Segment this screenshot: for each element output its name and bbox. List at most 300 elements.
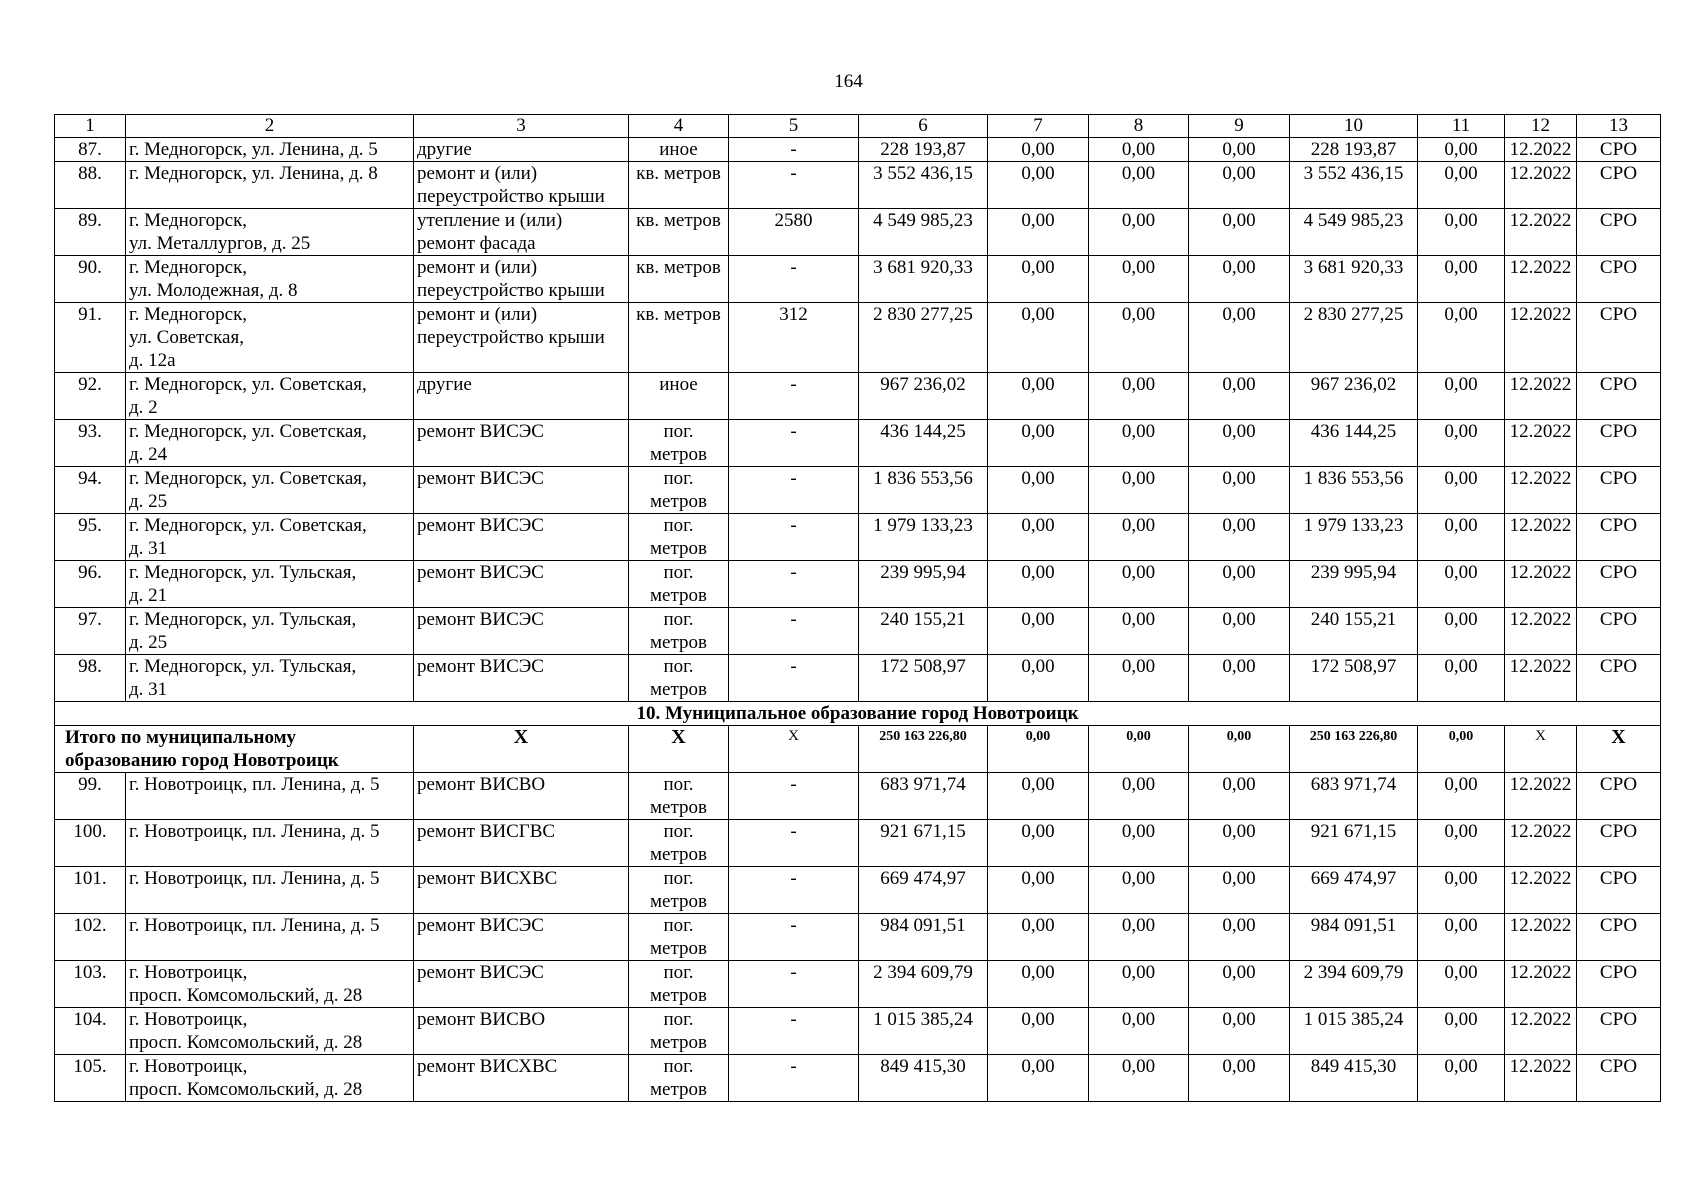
other-funds-cell: 0,00 xyxy=(1418,373,1505,420)
regional-funds-cell: 0,00 xyxy=(1089,608,1189,655)
deadline-cell: 12.2022 xyxy=(1505,608,1577,655)
regional-funds-cell: 0,00 xyxy=(1089,773,1189,820)
deadline-cell: 12.2022 xyxy=(1505,914,1577,961)
address-cell xyxy=(126,773,414,820)
local-funds-cell: 0,00 xyxy=(1189,256,1290,303)
total-regional: 0,00 xyxy=(1089,726,1189,773)
work-type-cell xyxy=(414,655,629,702)
regional-funds-cell: 0,00 xyxy=(1089,961,1189,1008)
unit-cell-line: пог. xyxy=(663,915,694,936)
table-row xyxy=(55,655,1661,702)
row-number: 93. xyxy=(55,420,126,467)
table-row xyxy=(55,561,1661,608)
other-funds-cell: 0,00 xyxy=(1418,820,1505,867)
address-cell-line: просп. Комсомольский, д. 28 xyxy=(129,1079,363,1100)
work-type-cell-line: ремонт ВИСВО xyxy=(417,774,546,795)
local-funds-cell: 0,00 xyxy=(1189,373,1290,420)
federal-funds-cell: 0,00 xyxy=(988,608,1089,655)
owner-funds-cell: 228 193,87 xyxy=(1290,138,1418,162)
quantity-cell: - xyxy=(729,961,859,1008)
total-federal: 0,00 xyxy=(988,726,1089,773)
contractor-method-cell: СРО xyxy=(1577,303,1661,373)
total-cost-cell: 1 015 385,24 xyxy=(859,1008,988,1055)
unit-cell xyxy=(629,162,729,209)
unit-cell xyxy=(629,373,729,420)
other-funds-cell: 0,00 xyxy=(1418,1008,1505,1055)
address-cell-line: г. Медногорск, xyxy=(129,257,248,278)
address-cell-line: г. Новотроицк, xyxy=(129,1056,248,1077)
contractor-method-cell: СРО xyxy=(1577,514,1661,561)
deadline-cell: 12.2022 xyxy=(1505,961,1577,1008)
row-number: 97. xyxy=(55,608,126,655)
work-type-cell-line: переустройство крыши xyxy=(417,327,605,348)
federal-funds-cell: 0,00 xyxy=(988,162,1089,209)
table-row xyxy=(55,773,1661,820)
local-funds-cell: 0,00 xyxy=(1189,561,1290,608)
table-row xyxy=(55,138,1661,162)
other-funds-cell: 0,00 xyxy=(1418,655,1505,702)
table-row xyxy=(55,303,1661,373)
local-funds-cell: 0,00 xyxy=(1189,303,1290,373)
other-funds-cell: 0,00 xyxy=(1418,256,1505,303)
owner-funds-cell: 2 394 609,79 xyxy=(1290,961,1418,1008)
owner-funds-cell: 669 474,97 xyxy=(1290,867,1418,914)
quantity-cell: - xyxy=(729,1008,859,1055)
total-cost: 250 163 226,80 xyxy=(859,726,988,773)
regional-funds-cell: 0,00 xyxy=(1089,867,1189,914)
contractor-method-cell: СРО xyxy=(1577,1055,1661,1102)
local-funds-cell: 0,00 xyxy=(1189,867,1290,914)
address-cell-line: г. Новотроицк, xyxy=(129,962,248,983)
regional-funds-cell: 0,00 xyxy=(1089,1055,1189,1102)
work-type-cell-line: ремонт ВИСЭС xyxy=(417,468,544,489)
work-type-cell-line: переустройство крыши xyxy=(417,186,605,207)
total-cost-cell: 172 508,97 xyxy=(859,655,988,702)
unit-cell-line: метров xyxy=(650,1032,707,1053)
quantity-cell: - xyxy=(729,373,859,420)
federal-funds-cell: 0,00 xyxy=(988,961,1089,1008)
deadline-cell: 12.2022 xyxy=(1505,256,1577,303)
unit-cell-line: пог. xyxy=(663,609,694,630)
work-type-cell xyxy=(414,256,629,303)
owner-funds-cell: 2 830 277,25 xyxy=(1290,303,1418,373)
row-number: 94. xyxy=(55,467,126,514)
column-header-6: 6 xyxy=(859,115,988,138)
work-type-cell xyxy=(414,773,629,820)
quantity-cell: - xyxy=(729,467,859,514)
deadline-cell: 12.2022 xyxy=(1505,162,1577,209)
contractor-method-cell: СРО xyxy=(1577,655,1661,702)
unit-cell-line: кв. метров xyxy=(636,304,721,325)
owner-funds-cell: 1 979 133,23 xyxy=(1290,514,1418,561)
unit-cell-line: пог. xyxy=(663,468,694,489)
local-funds-cell: 0,00 xyxy=(1189,773,1290,820)
row-number: 101. xyxy=(55,867,126,914)
quantity-cell: - xyxy=(729,867,859,914)
total-other: 0,00 xyxy=(1418,726,1505,773)
quantity-cell: - xyxy=(729,162,859,209)
address-cell xyxy=(126,1008,414,1055)
work-type-cell-line: утепление и (или) xyxy=(417,210,563,231)
unit-cell-line: метров xyxy=(650,538,707,559)
owner-funds-cell: 3 681 920,33 xyxy=(1290,256,1418,303)
unit-cell-line: метров xyxy=(650,491,707,512)
row-number: 104. xyxy=(55,1008,126,1055)
page-number: 164 xyxy=(834,71,863,92)
work-type-cell xyxy=(414,867,629,914)
unit-cell-line: пог. xyxy=(663,962,694,983)
unit-cell-line: пог. xyxy=(663,821,694,842)
address-cell-line: д. 24 xyxy=(129,444,168,465)
table-row xyxy=(55,914,1661,961)
unit-cell xyxy=(629,867,729,914)
total-work-type: Х xyxy=(414,726,629,773)
address-cell xyxy=(126,914,414,961)
regional-funds-cell: 0,00 xyxy=(1089,561,1189,608)
unit-cell xyxy=(629,914,729,961)
deadline-cell: 12.2022 xyxy=(1505,1008,1577,1055)
federal-funds-cell: 0,00 xyxy=(988,561,1089,608)
address-cell xyxy=(126,820,414,867)
total-cost-cell: 849 415,30 xyxy=(859,1055,988,1102)
unit-cell xyxy=(629,209,729,256)
unit-cell xyxy=(629,1008,729,1055)
address-cell-line: д. 21 xyxy=(129,585,168,606)
other-funds-cell: 0,00 xyxy=(1418,420,1505,467)
work-type-cell xyxy=(414,373,629,420)
address-cell xyxy=(126,420,414,467)
quantity-cell: - xyxy=(729,655,859,702)
work-type-cell-line: ремонт ВИСЭС xyxy=(417,915,544,936)
other-funds-cell: 0,00 xyxy=(1418,773,1505,820)
regional-funds-cell: 0,00 xyxy=(1089,514,1189,561)
row-number: 96. xyxy=(55,561,126,608)
table-row xyxy=(55,961,1661,1008)
work-type-cell xyxy=(414,561,629,608)
table-row xyxy=(55,373,1661,420)
address-cell-line: г. Медногорск, ул. Ленина, д. 8 xyxy=(129,163,378,184)
address-cell-line: г. Новотроицк, пл. Ленина, д. 5 xyxy=(129,774,380,795)
total-cost-cell: 3 681 920,33 xyxy=(859,256,988,303)
work-type-cell-line: ремонт ВИСГВС xyxy=(417,821,556,842)
regional-funds-cell: 0,00 xyxy=(1089,1008,1189,1055)
address-cell xyxy=(126,514,414,561)
unit-cell xyxy=(629,820,729,867)
row-number: 98. xyxy=(55,655,126,702)
row-number: 90. xyxy=(55,256,126,303)
address-cell-line: ул. Молодежная, д. 8 xyxy=(129,280,298,301)
work-type-cell xyxy=(414,162,629,209)
local-funds-cell: 0,00 xyxy=(1189,138,1290,162)
unit-cell-line: пог. xyxy=(663,515,694,536)
address-cell-line: г. Медногорск, xyxy=(129,210,248,231)
contractor-method-cell: СРО xyxy=(1577,420,1661,467)
quantity-cell: - xyxy=(729,420,859,467)
row-number: 103. xyxy=(55,961,126,1008)
work-type-cell-line: переустройство крыши xyxy=(417,280,605,301)
deadline-cell: 12.2022 xyxy=(1505,1055,1577,1102)
column-header-3: 3 xyxy=(414,115,629,138)
total-unit: Х xyxy=(629,726,729,773)
row-number: 105. xyxy=(55,1055,126,1102)
address-cell-line: г. Медногорск, ул. Советская, xyxy=(129,374,367,395)
owner-funds-cell: 3 552 436,15 xyxy=(1290,162,1418,209)
federal-funds-cell: 0,00 xyxy=(988,209,1089,256)
work-type-cell-line: ремонт ВИСХВС xyxy=(417,1056,558,1077)
unit-cell-line: кв. метров xyxy=(636,210,721,231)
unit-cell xyxy=(629,256,729,303)
work-type-cell xyxy=(414,820,629,867)
unit-cell-line: пог. xyxy=(663,1009,694,1030)
contractor-method-cell: СРО xyxy=(1577,608,1661,655)
address-cell-line: г. Медногорск, ул. Советская, xyxy=(129,421,367,442)
total-cost-cell: 1 836 553,56 xyxy=(859,467,988,514)
contractor-method-cell: СРО xyxy=(1577,1008,1661,1055)
unit-cell-line: иное xyxy=(659,139,698,160)
contractor-method-cell: СРО xyxy=(1577,209,1661,256)
unit-cell-line: кв. метров xyxy=(636,163,721,184)
total-local: 0,00 xyxy=(1189,726,1290,773)
unit-cell-line: пог. xyxy=(663,421,694,442)
owner-funds-cell: 239 995,94 xyxy=(1290,561,1418,608)
quantity-cell: - xyxy=(729,914,859,961)
address-cell-line: г. Медногорск, ул. Советская, xyxy=(129,515,367,536)
address-cell xyxy=(126,1055,414,1102)
table-row xyxy=(55,420,1661,467)
work-type-cell-line: другие xyxy=(417,374,472,395)
federal-funds-cell: 0,00 xyxy=(988,914,1089,961)
total-cost-cell: 921 671,15 xyxy=(859,820,988,867)
deadline-cell: 12.2022 xyxy=(1505,209,1577,256)
work-type-cell xyxy=(414,914,629,961)
section-title: 10. Муниципальное образование город Новотроицк xyxy=(55,702,1661,726)
regional-funds-cell: 0,00 xyxy=(1089,162,1189,209)
unit-cell xyxy=(629,655,729,702)
unit-cell-line: метров xyxy=(650,891,707,912)
owner-funds-cell: 172 508,97 xyxy=(1290,655,1418,702)
federal-funds-cell: 0,00 xyxy=(988,514,1089,561)
unit-cell-line: пог. xyxy=(663,868,694,889)
local-funds-cell: 0,00 xyxy=(1189,608,1290,655)
section-header-row xyxy=(55,702,1661,726)
local-funds-cell: 0,00 xyxy=(1189,820,1290,867)
total-cost-cell: 683 971,74 xyxy=(859,773,988,820)
table-row xyxy=(55,867,1661,914)
other-funds-cell: 0,00 xyxy=(1418,303,1505,373)
deadline-cell: 12.2022 xyxy=(1505,303,1577,373)
unit-cell-line: метров xyxy=(650,985,707,1006)
total-deadline: Х xyxy=(1505,726,1577,773)
contractor-method-cell: СРО xyxy=(1577,561,1661,608)
local-funds-cell: 0,00 xyxy=(1189,420,1290,467)
unit-cell-line: метров xyxy=(650,1079,707,1100)
other-funds-cell: 0,00 xyxy=(1418,961,1505,1008)
address-cell xyxy=(126,961,414,1008)
local-funds-cell: 0,00 xyxy=(1189,1008,1290,1055)
unit-cell xyxy=(629,420,729,467)
row-number: 102. xyxy=(55,914,126,961)
quantity-cell: 312 xyxy=(729,303,859,373)
address-cell-line: д. 31 xyxy=(129,679,168,700)
unit-cell-line: пог. xyxy=(663,562,694,583)
contractor-method-cell: СРО xyxy=(1577,373,1661,420)
regional-funds-cell: 0,00 xyxy=(1089,655,1189,702)
address-cell-line: д. 2 xyxy=(129,397,158,418)
deadline-cell: 12.2022 xyxy=(1505,467,1577,514)
total-cost-cell: 1 979 133,23 xyxy=(859,514,988,561)
total-cost-cell: 239 995,94 xyxy=(859,561,988,608)
address-cell-line: г. Медногорск, ул. Советская, xyxy=(129,468,367,489)
total-owner: 250 163 226,80 xyxy=(1290,726,1418,773)
address-cell xyxy=(126,373,414,420)
address-cell xyxy=(126,256,414,303)
column-header-8: 8 xyxy=(1089,115,1189,138)
address-cell-line: д. 25 xyxy=(129,632,168,653)
address-cell-line: г. Медногорск, ул. Тульская, xyxy=(129,656,357,677)
row-number: 92. xyxy=(55,373,126,420)
federal-funds-cell: 0,00 xyxy=(988,303,1089,373)
deadline-cell: 12.2022 xyxy=(1505,773,1577,820)
unit-cell-line: метров xyxy=(650,444,707,465)
table-row xyxy=(55,1055,1661,1102)
regional-funds-cell: 0,00 xyxy=(1089,256,1189,303)
row-number: 100. xyxy=(55,820,126,867)
other-funds-cell: 0,00 xyxy=(1418,1055,1505,1102)
work-type-cell xyxy=(414,961,629,1008)
address-cell-line: г. Медногорск, ул. Тульская, xyxy=(129,562,357,583)
address-cell-line: д. 12а xyxy=(129,350,176,371)
work-type-cell-line: ремонт ВИСЭС xyxy=(417,962,544,983)
quantity-cell: - xyxy=(729,773,859,820)
contractor-method-cell: СРО xyxy=(1577,914,1661,961)
federal-funds-cell: 0,00 xyxy=(988,1008,1089,1055)
total-cost-cell: 228 193,87 xyxy=(859,138,988,162)
contractor-method-cell: СРО xyxy=(1577,773,1661,820)
deadline-cell: 12.2022 xyxy=(1505,820,1577,867)
address-cell-line: просп. Комсомольский, д. 28 xyxy=(129,1032,363,1053)
unit-cell xyxy=(629,773,729,820)
address-cell xyxy=(126,655,414,702)
total-quantity: Х xyxy=(729,726,859,773)
address-cell-line: г. Новотроицк, пл. Ленина, д. 5 xyxy=(129,915,380,936)
table-row xyxy=(55,256,1661,303)
work-type-cell xyxy=(414,467,629,514)
total-cost-cell: 3 552 436,15 xyxy=(859,162,988,209)
column-header-1: 1 xyxy=(55,115,126,138)
quantity-cell: - xyxy=(729,561,859,608)
contractor-method-cell: СРО xyxy=(1577,961,1661,1008)
row-number: 95. xyxy=(55,514,126,561)
regional-funds-cell: 0,00 xyxy=(1089,373,1189,420)
address-cell-line: г. Медногорск, xyxy=(129,304,248,325)
owner-funds-cell: 240 155,21 xyxy=(1290,608,1418,655)
unit-cell-line: метров xyxy=(650,844,707,865)
quantity-cell: - xyxy=(729,256,859,303)
address-cell xyxy=(126,209,414,256)
federal-funds-cell: 0,00 xyxy=(988,420,1089,467)
column-header-7: 7 xyxy=(988,115,1089,138)
work-type-cell-line: другие xyxy=(417,139,472,160)
quantity-cell: - xyxy=(729,1055,859,1102)
unit-cell-line: иное xyxy=(659,374,698,395)
unit-cell-line: метров xyxy=(650,632,707,653)
address-cell-line: д. 25 xyxy=(129,491,168,512)
local-funds-cell: 0,00 xyxy=(1189,961,1290,1008)
table-row xyxy=(55,820,1661,867)
address-cell-line: г. Новотроицк, xyxy=(129,1009,248,1030)
column-header-2: 2 xyxy=(126,115,414,138)
unit-cell xyxy=(629,514,729,561)
address-cell-line: г. Новотроицк, пл. Ленина, д. 5 xyxy=(129,821,380,842)
total-label-line: образованию город Новотроицк xyxy=(65,750,339,771)
address-cell-line: г. Новотроицк, пл. Ленина, д. 5 xyxy=(129,868,380,889)
row-number: 89. xyxy=(55,209,126,256)
municipality-total-row xyxy=(55,726,1661,773)
contractor-method-cell: СРО xyxy=(1577,467,1661,514)
unit-cell xyxy=(629,138,729,162)
total-label-line: Итого по муниципальному xyxy=(65,727,297,748)
unit-cell-line: пог. xyxy=(663,774,694,795)
local-funds-cell: 0,00 xyxy=(1189,467,1290,514)
owner-funds-cell: 984 091,51 xyxy=(1290,914,1418,961)
other-funds-cell: 0,00 xyxy=(1418,162,1505,209)
deadline-cell: 12.2022 xyxy=(1505,373,1577,420)
address-cell-line: г. Медногорск, ул. Ленина, д. 5 xyxy=(129,139,378,160)
address-cell-line: д. 31 xyxy=(129,538,168,559)
work-type-cell-line: ремонт ВИСЭС xyxy=(417,515,544,536)
owner-funds-cell: 4 549 985,23 xyxy=(1290,209,1418,256)
address-cell-line: ул. Советская, xyxy=(129,327,244,348)
owner-funds-cell: 849 415,30 xyxy=(1290,1055,1418,1102)
work-type-cell-line: ремонт ВИСЭС xyxy=(417,421,544,442)
address-cell-line: г. Медногорск, ул. Тульская, xyxy=(129,609,357,630)
regional-funds-cell: 0,00 xyxy=(1089,467,1189,514)
unit-cell xyxy=(629,467,729,514)
unit-cell xyxy=(629,1055,729,1102)
quantity-cell: - xyxy=(729,820,859,867)
work-type-cell-line: ремонт ВИСЭС xyxy=(417,562,544,583)
unit-cell-line: метров xyxy=(650,797,707,818)
regional-funds-cell: 0,00 xyxy=(1089,420,1189,467)
work-type-cell-line: ремонт ВИСВО xyxy=(417,1009,546,1030)
unit-cell-line: метров xyxy=(650,585,707,606)
unit-cell-line: пог. xyxy=(663,656,694,677)
work-type-cell-line: ремонт фасада xyxy=(417,233,536,254)
local-funds-cell: 0,00 xyxy=(1189,209,1290,256)
total-cost-cell: 669 474,97 xyxy=(859,867,988,914)
deadline-cell: 12.2022 xyxy=(1505,420,1577,467)
other-funds-cell: 0,00 xyxy=(1418,561,1505,608)
local-funds-cell: 0,00 xyxy=(1189,162,1290,209)
other-funds-cell: 0,00 xyxy=(1418,138,1505,162)
owner-funds-cell: 967 236,02 xyxy=(1290,373,1418,420)
column-header-11: 11 xyxy=(1418,115,1505,138)
work-type-cell xyxy=(414,420,629,467)
quantity-cell: - xyxy=(729,138,859,162)
work-type-cell-line: ремонт и (или) xyxy=(417,163,538,184)
local-funds-cell: 0,00 xyxy=(1189,655,1290,702)
regional-funds-cell: 0,00 xyxy=(1089,209,1189,256)
work-type-cell-line: ремонт ВИСЭС xyxy=(417,609,544,630)
owner-funds-cell: 436 144,25 xyxy=(1290,420,1418,467)
federal-funds-cell: 0,00 xyxy=(988,773,1089,820)
total-method: Х xyxy=(1577,726,1661,773)
address-cell xyxy=(126,303,414,373)
federal-funds-cell: 0,00 xyxy=(988,867,1089,914)
total-cost-cell: 2 830 277,25 xyxy=(859,303,988,373)
quantity-cell: - xyxy=(729,608,859,655)
table-row xyxy=(55,1008,1661,1055)
